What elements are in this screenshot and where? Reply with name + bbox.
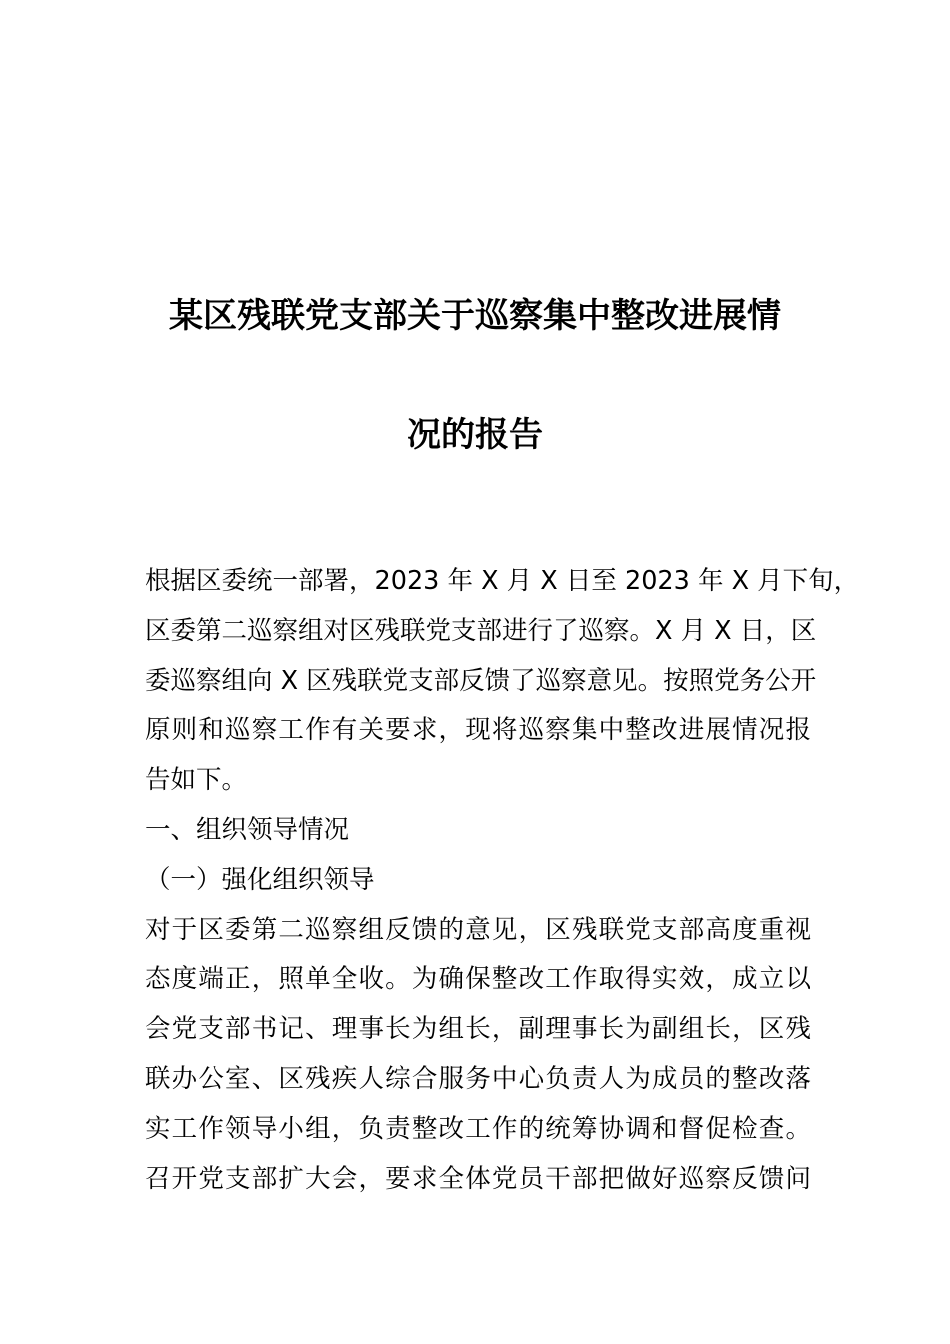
body-line: 会党支部书记、理事长为组长，副理事长为副组长，区残 <box>145 1014 811 1045</box>
document-title-line-1: 某区残联党支部关于巡察集中整改进展情 <box>169 296 781 336</box>
body-line: 实工作领导小组，负责整改工作的统筹协调和督促检查。 <box>145 1113 811 1144</box>
body-line: 态度端正，照单全收。为确保整改工作取得实效，成立以 <box>145 964 811 995</box>
body-line: 委巡察组向 X 区残联党支部反馈了巡察意见。按照党务公开 <box>145 665 817 696</box>
body-line: 告如下。 <box>145 765 248 796</box>
document-body <box>145 557 860 1204</box>
document-title-line-2: 况的报告 <box>407 415 543 455</box>
subsection-heading: （一）强化组织领导 <box>145 864 375 895</box>
body-line: 原则和巡察工作有关要求，现将巡察集中整改进展情况报 <box>145 715 811 746</box>
section-heading: 一、组织领导情况 <box>145 814 350 845</box>
body-line: 根据区委统一部署，2023 年 X 月 X 日至 2023 年 X 月下旬， <box>145 566 860 596</box>
body-line: 区委第二巡察组对区残联党支部进行了巡察。X 月 X 日，区 <box>145 615 817 646</box>
body-line: 召开党支部扩大会，要求全体党员干部把做好巡察反馈问 <box>145 1163 811 1194</box>
body-line: 对于区委第二巡察组反馈的意见，区残联党支部高度重视 <box>145 914 811 945</box>
body-line: 联办公室、区残疾人综合服务中心负责人为成员的整改落 <box>145 1063 811 1094</box>
